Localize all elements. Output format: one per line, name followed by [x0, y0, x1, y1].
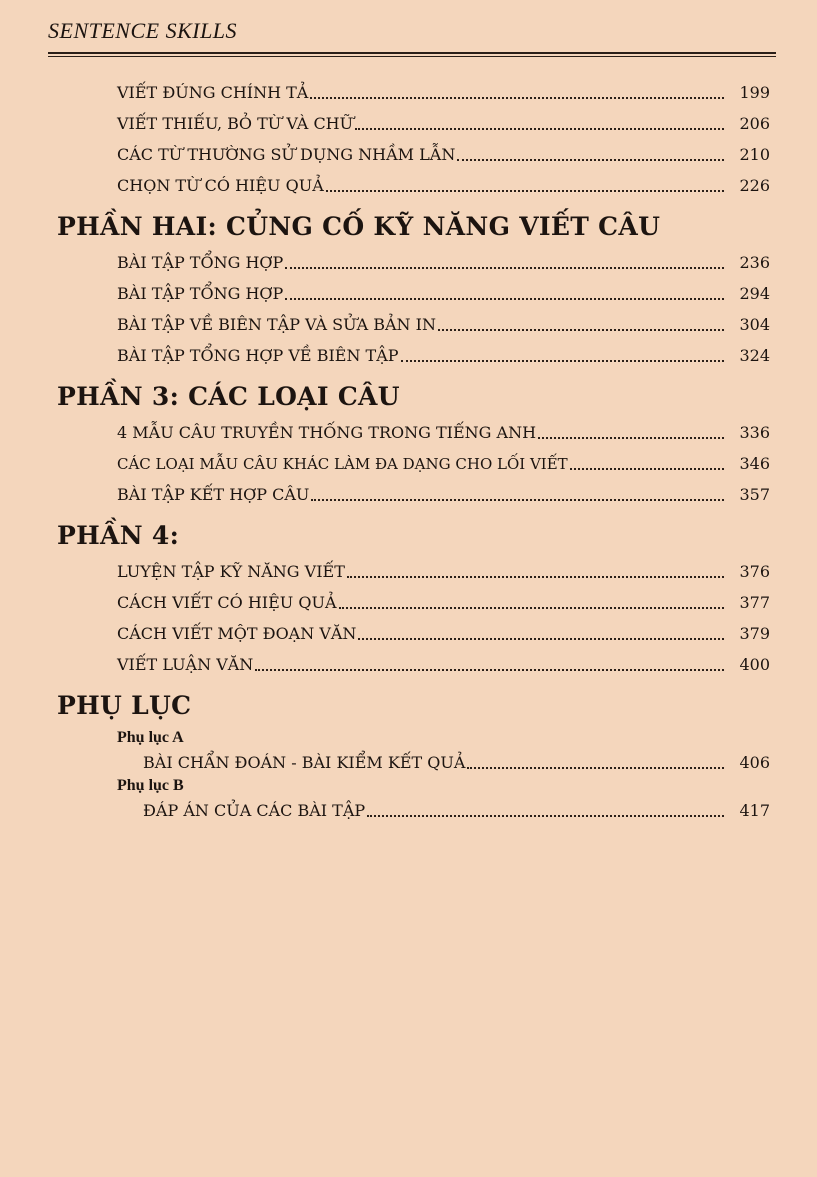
- toc-entry-title: VIẾT ĐÚNG CHÍNH TẢ: [117, 83, 309, 102]
- toc-entry-page: 379: [739, 624, 770, 643]
- toc-entry: [117, 613, 770, 644]
- toc-entry-page: 304: [739, 315, 770, 334]
- toc-entry: [117, 443, 770, 474]
- header-rule: [48, 52, 776, 54]
- toc-entry-page: 210: [739, 145, 770, 164]
- toc-entry-title: BÀI CHẨN ĐOÁN - BÀI KIỂM KẾT QUẢ: [143, 753, 466, 772]
- dot-leader: [467, 767, 724, 769]
- toc-entry-title: CÁC LOẠI MẪU CÂU KHÁC LÀM ĐA DẠNG CHO LỐI VIẾT: [117, 455, 568, 473]
- toc-entry-page: 346: [739, 454, 770, 473]
- toc-entry: [117, 582, 770, 613]
- dot-leader: [310, 97, 724, 99]
- section-heading-part-4: PHẦN 4:: [57, 521, 180, 550]
- toc-entry-page: 400: [739, 655, 770, 674]
- toc-entry: [117, 165, 770, 196]
- toc-entry: [117, 134, 770, 165]
- dot-leader: [347, 576, 724, 578]
- dot-leader: [285, 298, 724, 300]
- toc-entry: [117, 551, 770, 582]
- appendix-b-label: Phụ lục B: [117, 777, 184, 794]
- toc-entry: [143, 747, 770, 773]
- toc-entry: [117, 72, 770, 103]
- toc-entry-title: BÀI TẬP TỔNG HỢP: [117, 284, 284, 303]
- section-heading-part-3: PHẦN 3: CÁC LOẠI CÂU: [57, 382, 400, 411]
- dot-leader: [326, 190, 724, 192]
- dot-leader: [367, 815, 724, 817]
- toc-entry: [117, 412, 770, 443]
- toc-entry-page: 417: [739, 801, 770, 820]
- toc-entry-page: 324: [739, 346, 770, 365]
- running-head: SENTENCE SKILLS: [48, 18, 238, 43]
- dot-leader: [311, 499, 724, 501]
- toc-entry: [117, 304, 770, 335]
- toc-entry-title: CÁCH VIẾT CÓ HIỆU QUẢ: [117, 593, 337, 612]
- header-rule-thin: [48, 56, 776, 57]
- toc-entry-title: VIẾT THIẾU, BỎ TỪ VÀ CHỮ: [117, 114, 354, 133]
- toc-entry: [117, 103, 770, 134]
- toc-entry: [117, 644, 770, 675]
- toc-entry-page: 236: [739, 253, 770, 272]
- toc-entry-page: 406: [739, 753, 770, 772]
- section-heading-appendix: PHỤ LỤC: [57, 691, 192, 720]
- dot-leader: [339, 607, 724, 609]
- dot-leader: [285, 267, 724, 269]
- appendix-a-label: Phụ lục A: [117, 729, 184, 746]
- toc-entry-title: BÀI TẬP TỔNG HỢP: [117, 253, 284, 272]
- dot-leader: [570, 468, 724, 470]
- dot-leader: [538, 437, 724, 439]
- toc-entry-title: BÀI TẬP VỀ BIÊN TẬP VÀ SỬA BẢN IN: [117, 315, 436, 334]
- section-heading-part-2: PHẦN HAI: CỦNG CỐ KỸ NĂNG VIẾT CÂU: [57, 212, 661, 241]
- toc-entry-page: 377: [739, 593, 770, 612]
- table-of-contents: [0, 72, 817, 821]
- toc-entry-title: BÀI TẬP TỔNG HỢP VỀ BIÊN TẬP: [117, 346, 399, 365]
- toc-entry-title: CHỌN TỪ CÓ HIỆU QUẢ: [117, 176, 324, 195]
- toc-entry-title: 4 MẪU CÂU TRUYỀN THỐNG TRONG TIẾNG ANH: [117, 423, 537, 442]
- toc-entry: [143, 795, 770, 821]
- toc-entry-title: CÁCH VIẾT MỘT ĐOẠN VĂN: [117, 624, 357, 643]
- toc-entry-page: 199: [739, 83, 770, 102]
- dot-leader: [457, 159, 724, 161]
- toc-entry-title: CÁC TỪ THƯỜNG SỬ DỤNG NHẦM LẪN: [117, 145, 456, 164]
- toc-entry-page: 357: [739, 485, 770, 504]
- dot-leader: [438, 329, 724, 331]
- toc-entry: [117, 242, 770, 273]
- toc-entry-title: BÀI TẬP KẾT HỢP CÂU: [117, 485, 310, 504]
- dot-leader: [358, 638, 724, 640]
- toc-entry: [117, 273, 770, 304]
- toc-entry-page: 226: [739, 176, 770, 195]
- toc-entry-page: 294: [739, 284, 770, 303]
- toc-entry-title: VIẾT LUẬN VĂN: [117, 655, 254, 674]
- toc-entry-title: ĐÁP ÁN CỦA CÁC BÀI TẬP: [143, 801, 366, 820]
- toc-entry: [117, 474, 770, 505]
- dot-leader: [401, 360, 724, 362]
- toc-entry-page: 206: [739, 114, 770, 133]
- toc-entry-title: LUYỆN TẬP KỸ NĂNG VIẾT: [117, 562, 345, 581]
- toc-entry-page: 336: [739, 423, 770, 442]
- dot-leader: [355, 128, 724, 130]
- toc-entry-page: 376: [739, 562, 770, 581]
- toc-entry: [117, 335, 770, 366]
- dot-leader: [255, 669, 724, 671]
